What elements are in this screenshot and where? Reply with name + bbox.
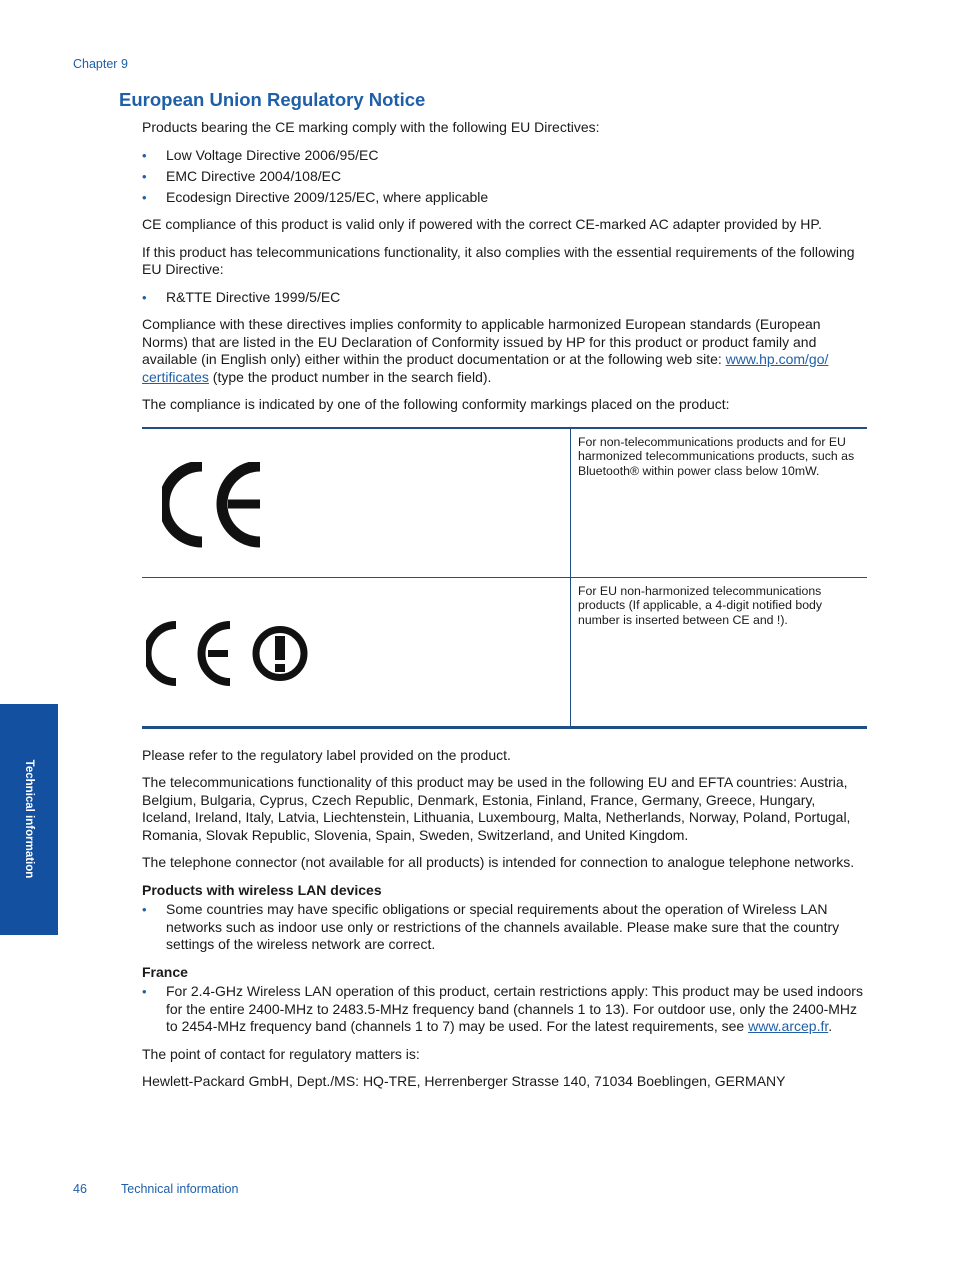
bullet-icon: • — [142, 168, 147, 184]
chapter-label: Chapter 9 — [73, 57, 128, 71]
list-item-text: For 2.4-GHz Wireless LAN operation of this product, certain restrictions apply: This product may be used indoors for the entire 2400-MHz to 2483.5-MHz frequency band (channels 1 to 13). For outdoor use, only the 2400-MHz to 2454-MHz frequency band (channels 1 to 7) may be used. For the latest requirements, see — [166, 983, 863, 1034]
label-note-paragraph: Please refer to the regulatory label provided on the product. — [142, 746, 511, 763]
list-item — [142, 983, 867, 1036]
ce-mark-icon — [162, 462, 272, 552]
table-row — [142, 577, 867, 727]
list-item-text: EMC Directive 2004/108/EC — [166, 167, 342, 184]
bullet-icon: • — [142, 189, 147, 205]
mark-cell — [142, 577, 571, 727]
page-title: European Union Regulatory Notice — [119, 89, 426, 110]
list-item-text: Some countries may have specific obligations or special requirements about the operation of Wireless LAN networks such as indoor use only or restrictions of the channels available. Please make sure that the country settings of the wireless network are correct. — [166, 901, 840, 952]
link-text: www.hp.com/go/ — [725, 351, 829, 367]
bullet-icon: • — [142, 984, 147, 999]
wireless-list — [142, 901, 867, 954]
telecom-intro-paragraph: If this product has telecommunications functionality, it also complies with the essential requirements of the following EU Directive: — [142, 243, 855, 277]
compliance-paragraph — [142, 316, 867, 386]
list-item — [142, 168, 867, 186]
list-item-text: R&TTE Directive 1999/5/EC — [166, 288, 341, 305]
link-text: certificates — [142, 368, 209, 385]
intro-paragraph: Products bearing the CE marking comply with the following EU Directives: — [142, 119, 600, 135]
telephone-paragraph: The telephone connector (not available for all products) is intended for connection to analogue telephone networks. — [142, 854, 855, 870]
wireless-heading: Products with wireless LAN devices — [142, 881, 382, 898]
footer-section: Technical information — [121, 1182, 239, 1196]
bullet-icon: • — [142, 289, 147, 305]
list-item — [142, 289, 867, 307]
list-item — [142, 189, 867, 207]
table-row — [142, 428, 867, 578]
mark-cell — [142, 428, 571, 578]
side-tab — [0, 704, 58, 935]
arcep-link[interactable]: www.arcep.fr — [748, 1018, 829, 1034]
side-tab-label: Technical information — [23, 759, 35, 879]
main-content — [142, 119, 867, 1101]
compliance-text-after: (type the product number in the search field). — [208, 368, 492, 385]
list-item-text-end: . — [828, 1018, 833, 1034]
bullet-icon: • — [142, 147, 147, 163]
france-list — [142, 983, 867, 1036]
bullet-icon: • — [142, 902, 147, 917]
directives-list — [142, 147, 867, 207]
list-item — [142, 901, 867, 954]
mark-description: For EU non-harmonized telecommunications products (If applicable, a 4-digit notified body number is inserted between CE and !). — [571, 577, 868, 727]
ce-validity-paragraph: CE compliance of this product is valid only if powered with the correct CE-marked AC adapter provided by HP. — [142, 216, 822, 232]
list-item-text: Low Voltage Directive 2006/95/EC — [166, 146, 379, 163]
markings-intro-paragraph: The compliance is indicated by one of the following conformity markings placed on the product: — [142, 396, 730, 412]
contact-address-paragraph: Hewlett-Packard GmbH, Dept./MS: HQ-TRE, Herrenberger Strasse 140, 71034 Boeblingen, GERMANY — [142, 1073, 786, 1089]
contact-intro-paragraph: The point of contact for regulatory matters is: — [142, 1045, 420, 1062]
telecom-directives-list — [142, 289, 867, 307]
france-heading: France — [142, 963, 188, 980]
page-number: 46 — [73, 1182, 87, 1196]
conformity-markings-table — [142, 427, 867, 729]
mark-description: For non-telecommunications products and for EU harmonized telecommunications products, such as Bluetooth® within power class below 10mW. — [571, 428, 868, 578]
countries-paragraph: The telecommunications functionality of this product may be used in the following EU and EFTA countries: Austria, Belgium, Bulgaria, Cyprus, Czech Republic, Denmark, Estonia, Finland, France, Germany, Greece, Hungary, Iceland, Ireland, Italy, Latvia, Liechtenstein, Lithuania, Luxembourg, Malta, Netherlands, Norway, Poland, Portugal, Romania, Slovak Republic, Slovenia, Spain, Sweden, Switzerland, and United Kingdom. — [142, 774, 851, 843]
ce-alert-mark-icon — [146, 621, 326, 691]
compliance-text: Compliance with these directives implies conformity to applicable harmonized European standards (European Norms) that are listed in the EU Declaration of Conformity issued by HP for this product or product family and available (in English only) either within the product documentation or at the following web site: — [142, 316, 821, 367]
list-item — [142, 147, 867, 165]
list-item-text: Ecodesign Directive 2009/125/EC, where applicable — [166, 188, 489, 205]
